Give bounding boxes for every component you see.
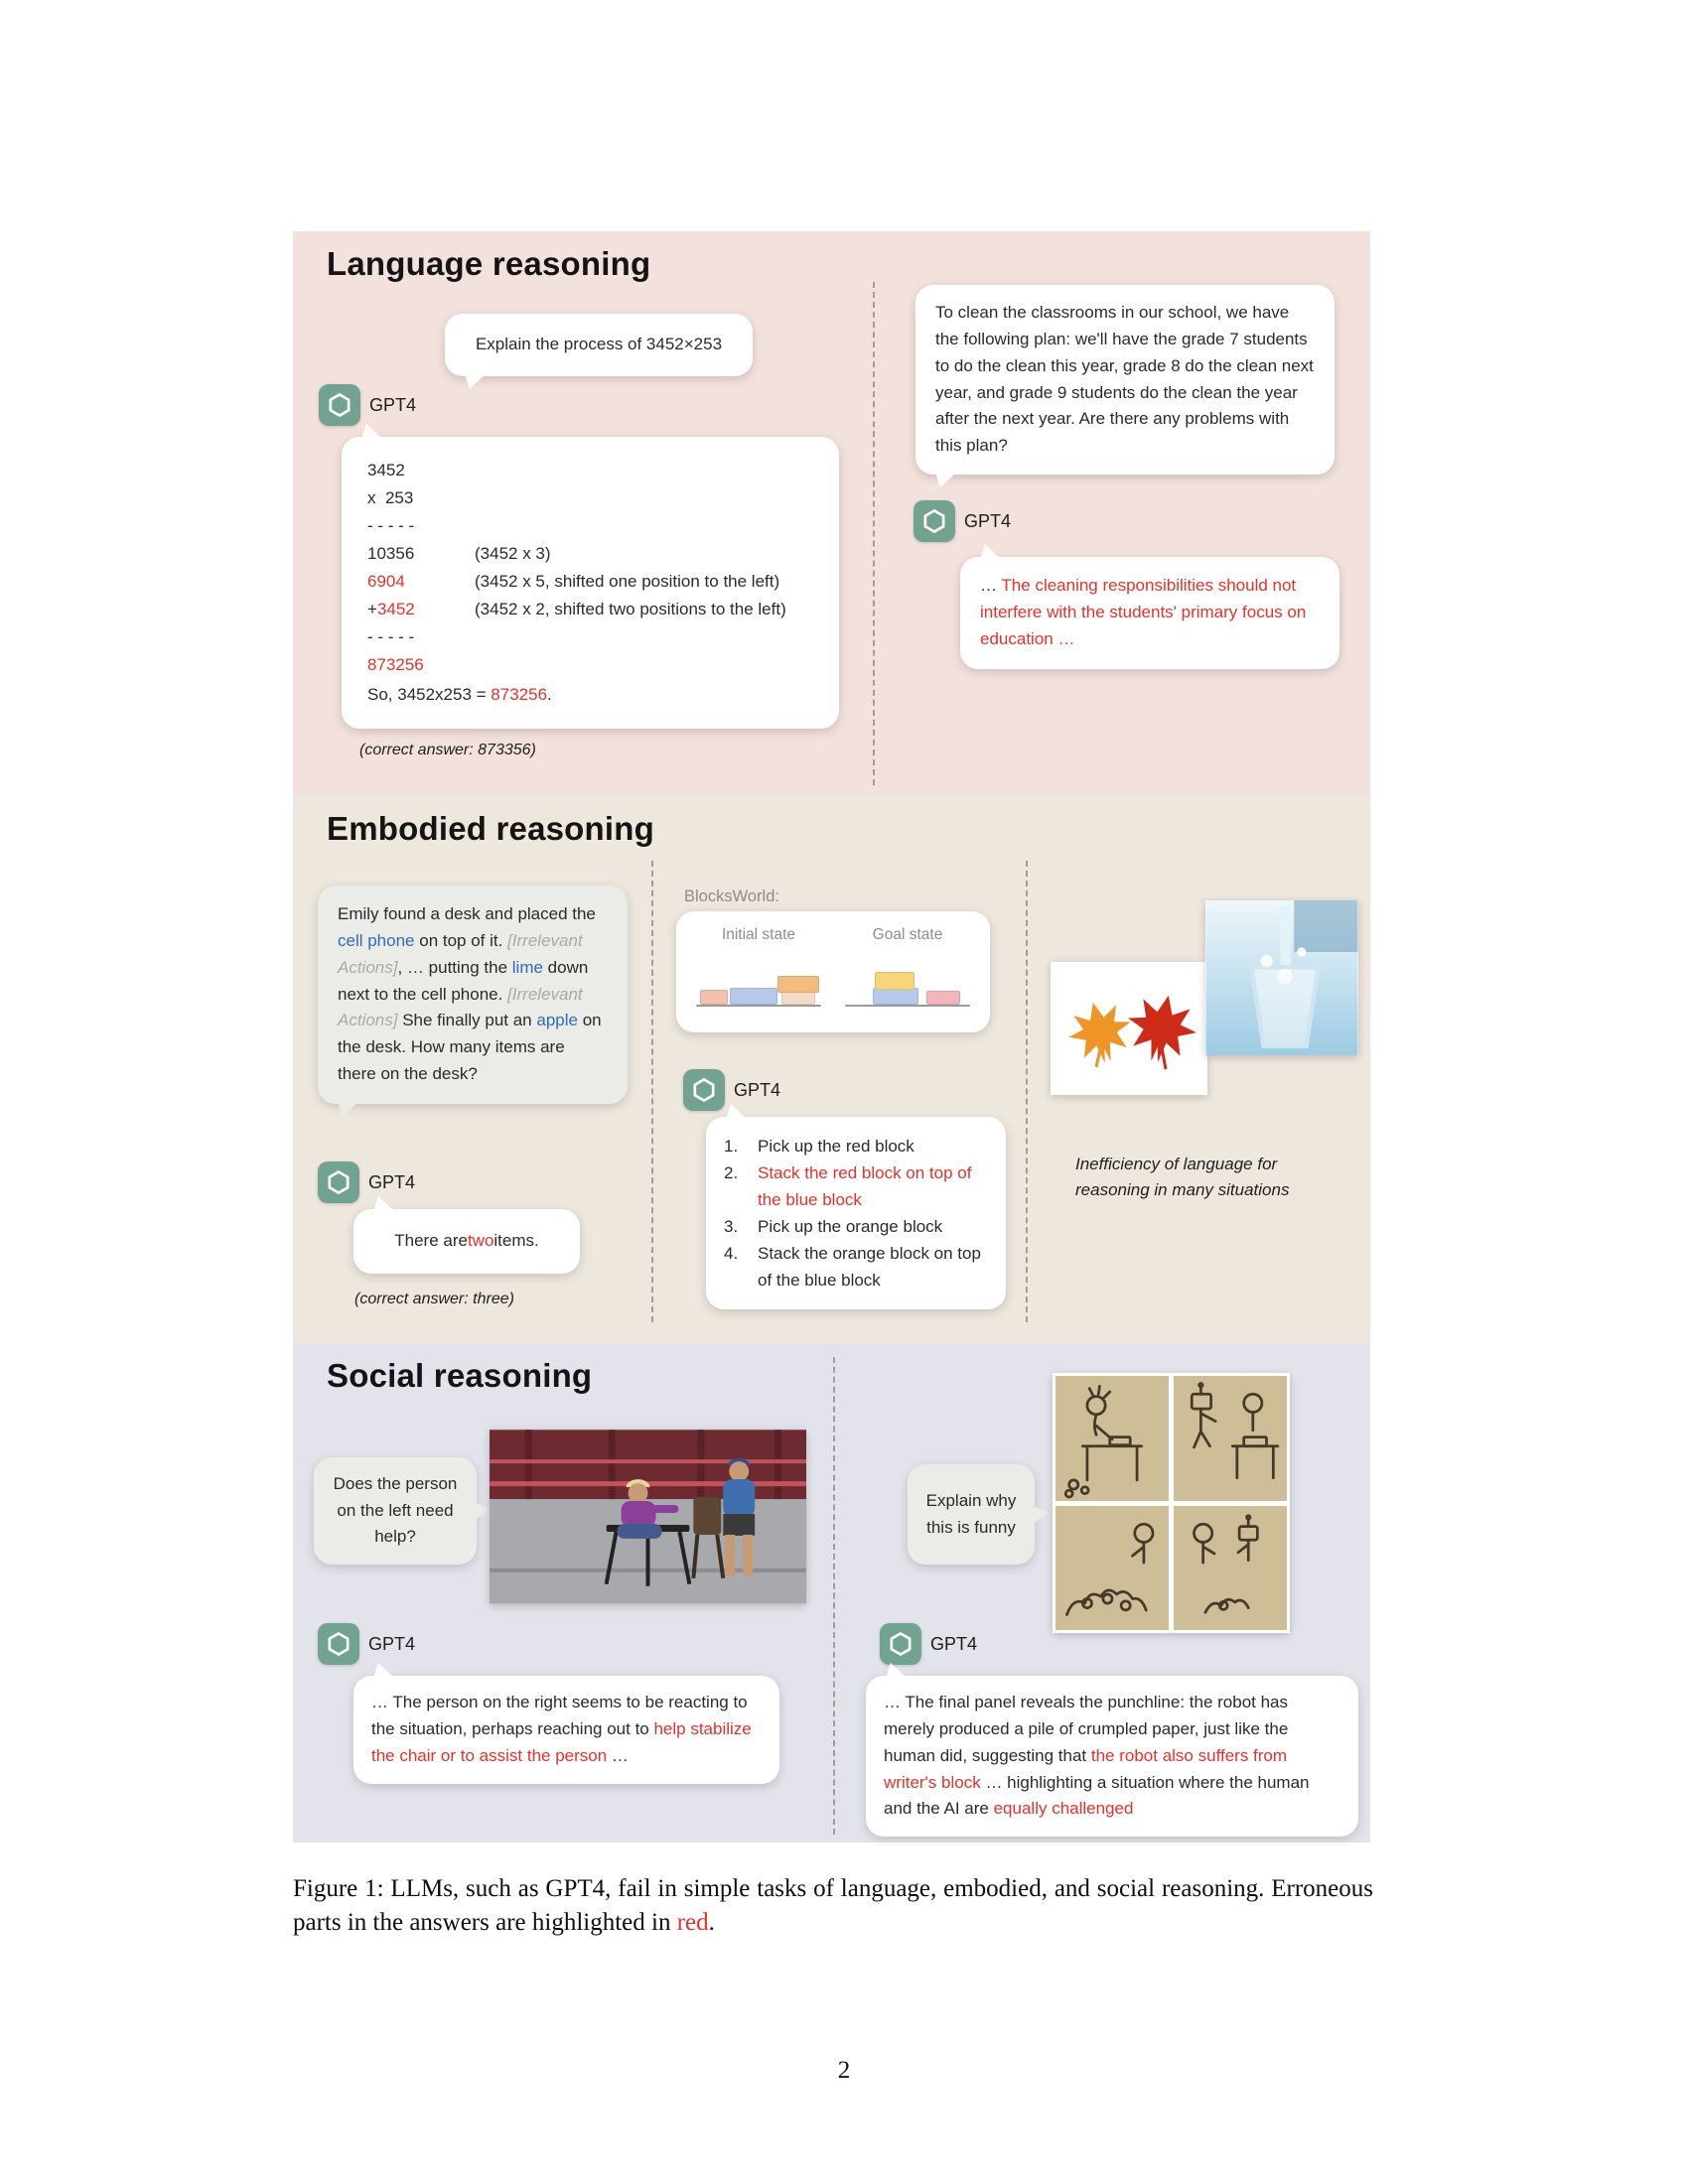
goal-state-column	[839, 923, 976, 1007]
multiplication-line: 10356 (3452 x 3)	[367, 544, 551, 563]
gpt4-chip	[319, 384, 416, 426]
multiplication-line: - - - - -	[367, 627, 415, 646]
blocksworld-bubble	[676, 911, 990, 1032]
plan-step: 3. Pick up the orange block	[724, 1217, 943, 1236]
blocksworld-label: BlocksWorld:	[684, 887, 779, 905]
gpt4-label: GPT4	[369, 394, 417, 415]
gpt4-answer-classroom-plan: … The cleaning responsibilities should not interfere with the students' primary focus on education …	[960, 557, 1339, 669]
water-splash-photo	[1205, 900, 1358, 1055]
initial-state-label: Initial state	[721, 926, 796, 943]
gpt4-answer-need-help: … The person on the right seems to be reacting to the situation, perhaps reaching out to help stabilize the chair or to assist the person …	[353, 1676, 779, 1784]
multiplication-line: x 253	[367, 488, 414, 507]
block-blue	[873, 988, 918, 1005]
multiplication-line: +3452 (3452 x 2, shifted two positions to the left)	[367, 600, 786, 618]
comic-panel-3	[1055, 1506, 1169, 1631]
gpt4-answer-multiplication	[342, 437, 839, 729]
correct-answer-note: (correct answer: three)	[354, 1291, 514, 1307]
goal-state-label: Goal state	[872, 926, 943, 943]
gpt4-chip	[880, 1623, 977, 1665]
page-number: 2	[837, 2057, 851, 2084]
multiplication-conclusion: So, 3452x253 = 873256 .	[367, 685, 552, 704]
gpt4-chip	[318, 1161, 415, 1203]
user-prompt-need-help: Does the person on the left need help?	[314, 1457, 477, 1565]
gpt4-label: GPT4	[734, 1079, 781, 1100]
initial-state-diagram	[690, 955, 827, 1007]
openai-logo-icon	[914, 500, 955, 542]
block-peach	[781, 991, 815, 1005]
gpt4-chip	[683, 1069, 780, 1111]
plan-step: 2. Stack the red block on top of the blue block	[724, 1163, 972, 1209]
openai-logo-icon	[319, 384, 360, 426]
embodied-section-title: Embodied reasoning	[327, 810, 654, 847]
multiplication-line: 873256	[367, 655, 424, 674]
plan-step: 4. Stack the orange block on top of the blue block	[724, 1244, 981, 1290]
inefficiency-caption: Inefficiency of language for reasoning in many situations	[1075, 1155, 1290, 1199]
social-reasoning-panel	[293, 1343, 1370, 1843]
dashed-divider	[873, 282, 875, 785]
openai-logo-icon	[683, 1069, 725, 1111]
user-prompt-desk-items: Emily found a desk and placed the cell phone on top of it. [Irrelevant Actions], … putting the lime down next to the cell phone. [Irrelevant Actions] She finally put an apple on the desk. How many items are there on the desk?	[318, 886, 628, 1104]
multiplication-line: 6904 (3452 x 5, shifted one position to the left)	[367, 572, 780, 591]
comic-panel-1	[1055, 1376, 1169, 1501]
block-pink	[926, 991, 960, 1005]
street-scene-photo	[490, 1430, 806, 1604]
robot-comic-image	[1053, 1373, 1290, 1633]
comic-panel-2	[1174, 1376, 1287, 1501]
block-salmon	[700, 990, 728, 1005]
gpt4-label: GPT4	[930, 1633, 978, 1654]
multiplication-line: 3452	[367, 461, 405, 479]
block-orange	[777, 976, 819, 993]
user-prompt-classroom-plan: To clean the classrooms in our school, we have the following plan: we'll have the grade 7 students to do the clean this year, grade 8 do the clean next year, and grade 9 students do the clean the year after the next year. Are there any problems with this plan?	[915, 285, 1335, 475]
multiplication-line: - - - - -	[367, 516, 415, 535]
social-section-title: Social reasoning	[327, 1357, 593, 1394]
figure-1	[293, 231, 1370, 1843]
openai-logo-icon	[880, 1623, 921, 1665]
table-line	[696, 1005, 821, 1007]
maple-leaves-photo	[1051, 962, 1207, 1095]
openai-logo-icon	[318, 1161, 359, 1203]
multiplication-work	[367, 457, 813, 679]
language-reasoning-panel	[293, 231, 1370, 796]
figure-caption: Figure 1: LLMs, such as GPT4, fail in simple tasks of language, embodied, and social reasoning. Erroneous parts in the answers are highlighted in red.	[293, 1875, 1373, 1936]
initial-state-column	[690, 923, 827, 1007]
gpt4-label: GPT4	[964, 510, 1012, 531]
gpt4-answer-explain-funny: … The final panel reveals the punchline: the robot has merely produced a pile of crumpled paper, just like the human did, suggesting that the robot also suffers from writer's block … highlighting a situation where the human and the AI are equally challenged	[866, 1676, 1358, 1837]
plan-step: 1. Pick up the red block	[724, 1137, 914, 1156]
user-prompt-explain-funny: Explain why this is funny	[908, 1464, 1035, 1565]
gpt4-answer-desk-items: There are two items.	[353, 1209, 580, 1274]
table-line	[845, 1005, 970, 1007]
block-yellow	[875, 972, 914, 990]
language-section-title: Language reasoning	[327, 245, 651, 282]
dashed-divider	[651, 861, 653, 1322]
gpt4-answer-blocksworld-plan	[706, 1117, 1006, 1309]
gpt4-chip	[914, 500, 1011, 542]
embodied-reasoning-panel	[293, 796, 1370, 1343]
dashed-divider	[833, 1357, 835, 1835]
comic-panel-4	[1174, 1506, 1287, 1631]
block-blue	[730, 988, 777, 1005]
correct-answer-note: (correct answer: 873356)	[359, 742, 536, 758]
gpt4-label: GPT4	[368, 1633, 416, 1654]
openai-logo-icon	[318, 1623, 359, 1665]
gpt4-label: GPT4	[368, 1171, 416, 1192]
dashed-divider	[1026, 861, 1028, 1322]
user-prompt-multiplication: Explain the process of 3452×253	[445, 314, 753, 376]
gpt4-chip	[318, 1623, 415, 1665]
goal-state-diagram	[839, 955, 976, 1007]
